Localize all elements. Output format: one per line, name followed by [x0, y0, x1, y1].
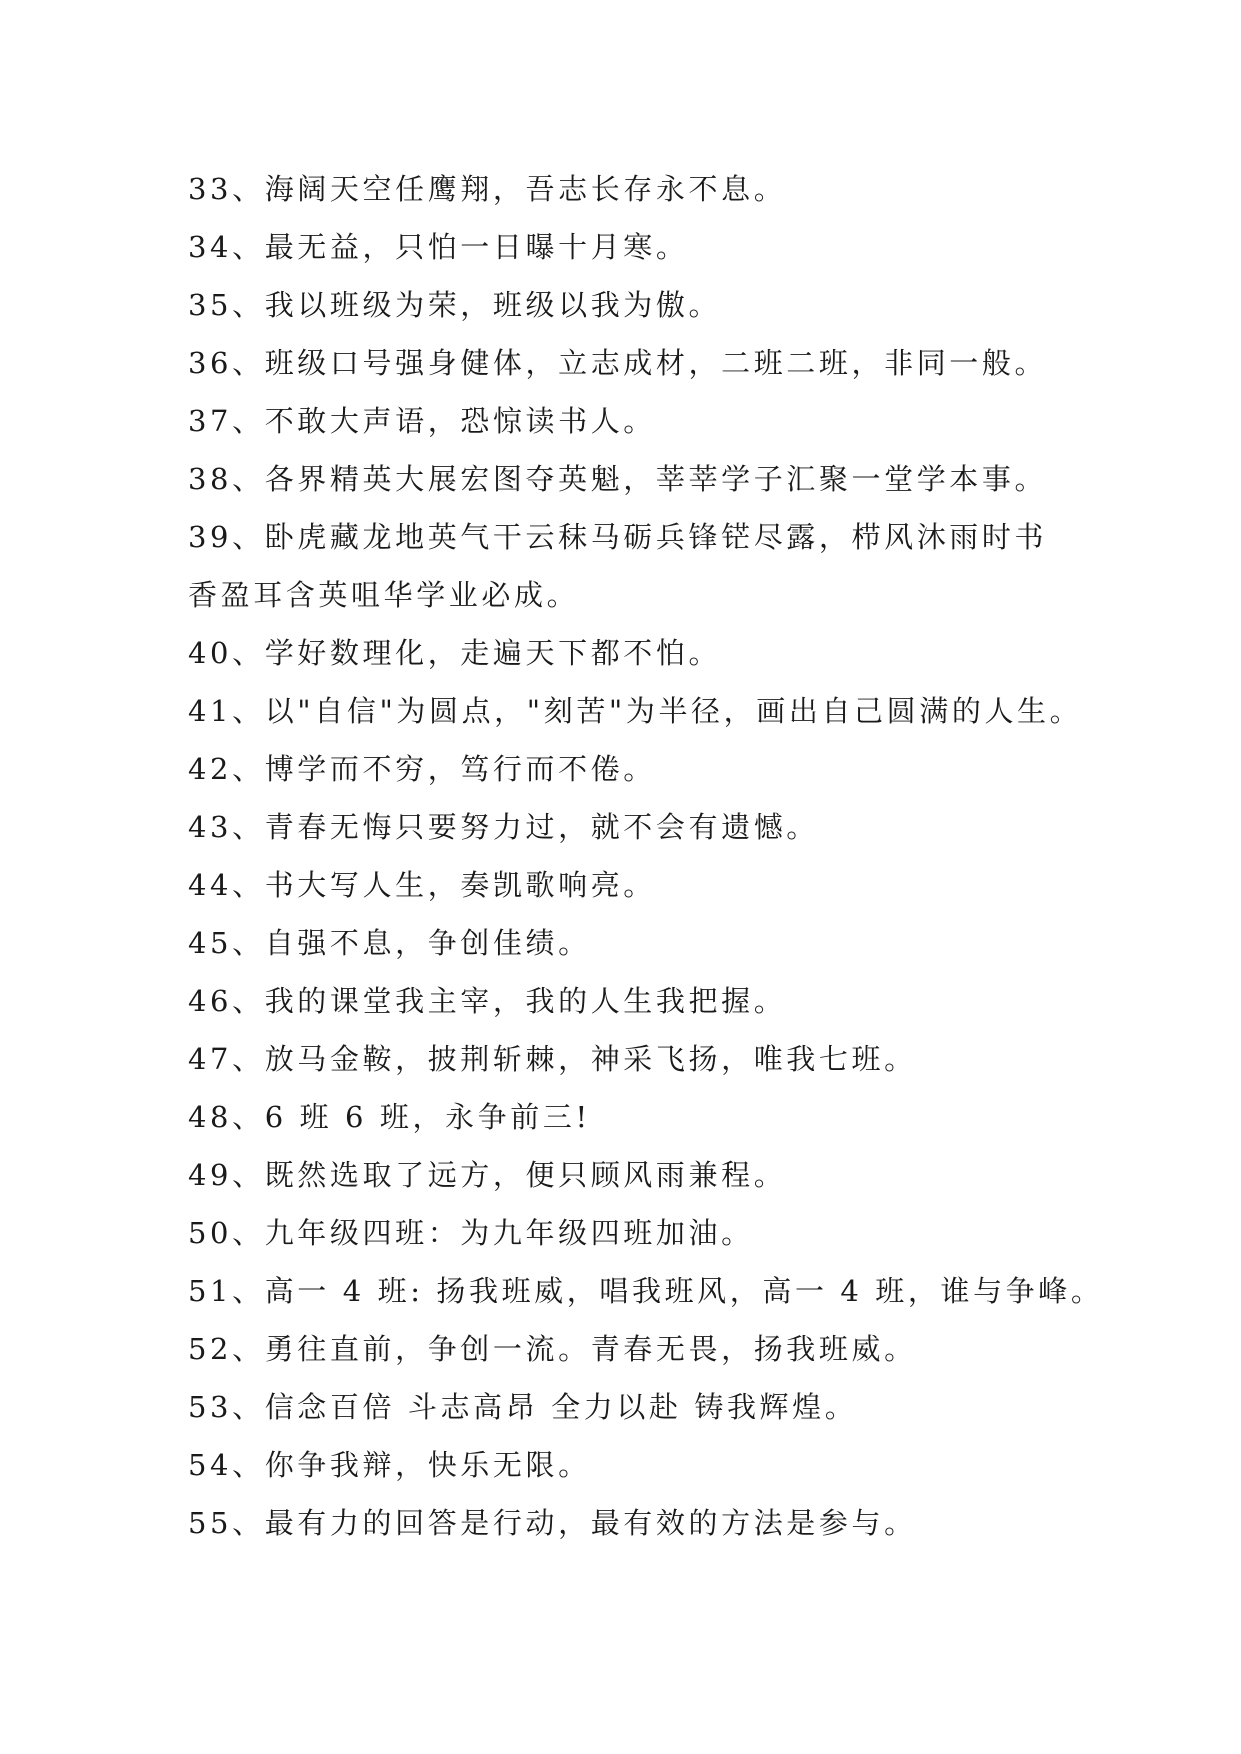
slogan-line: 50、九年级四班：为九年级四班加油。: [188, 1216, 754, 1250]
slogan-line: 52、勇往直前，争创一流。青春无畏，扬我班威。: [188, 1332, 917, 1366]
slogan-line: 49、既然选取了远方，便只顾风雨兼程。: [188, 1158, 787, 1192]
slogan-line: 47、放马金鞍，披荆斩棘，神采飞扬，唯我七班。: [188, 1042, 917, 1076]
slogan-line: 45、自强不息，争创佳绩。: [188, 926, 591, 960]
slogan-line: 55、最有力的回答是行动，最有效的方法是参与。: [188, 1506, 917, 1540]
slogan-line: 37、不敢大声语，恐惊读书人。: [188, 404, 656, 438]
slogan-line: 53、信念百倍 斗志高昂 全力以赴 铸我辉煌。: [188, 1390, 858, 1424]
slogan-line: 44、书大写人生，奏凯歌响亮。: [188, 868, 656, 902]
slogan-line: 36、班级口号强身健体，立志成材，二班二班，非同一般。: [188, 346, 1048, 380]
slogan-line: 40、学好数理化，走遍天下都不怕。: [188, 636, 722, 670]
slogan-line: 38、各界精英大展宏图夺英魁，莘莘学子汇聚一堂学本事。: [188, 462, 1048, 496]
slogan-line: 46、我的课堂我主宰，我的人生我把握。: [188, 984, 787, 1018]
slogan-line: 41、以"自信"为圆点，"刻苦"为半径，画出自己圆满的人生。: [188, 694, 1083, 728]
slogan-line: 48、6 班 6 班，永争前三!: [188, 1100, 591, 1134]
slogan-line: 43、青春无悔只要努力过，就不会有遗憾。: [188, 810, 819, 844]
slogan-line: 33、海阔天空任鹰翔，吾志长存永不息。: [188, 172, 787, 206]
slogan-line: 54、你争我辩，快乐无限。: [188, 1448, 591, 1482]
slogan-line: 34、最无益，只怕一日曝十月寒。: [188, 230, 689, 264]
slogan-line: 51、高一 4 班: 扬我班威，唱我班风，高一 4 班，谁与争峰。: [188, 1274, 1104, 1308]
slogan-line: 39、卧虎藏龙地英气干云秣马砺兵锋铓尽露，栉风沐雨时书: [188, 520, 1048, 554]
slogan-line: 42、博学而不穷，笃行而不倦。: [188, 752, 656, 786]
slogan-line: 35、我以班级为荣，班级以我为傲。: [188, 288, 722, 322]
slogan-list: [188, 160, 1104, 1552]
slogan-line-continuation: 香盈耳含英咀华学业必成。: [188, 578, 580, 612]
